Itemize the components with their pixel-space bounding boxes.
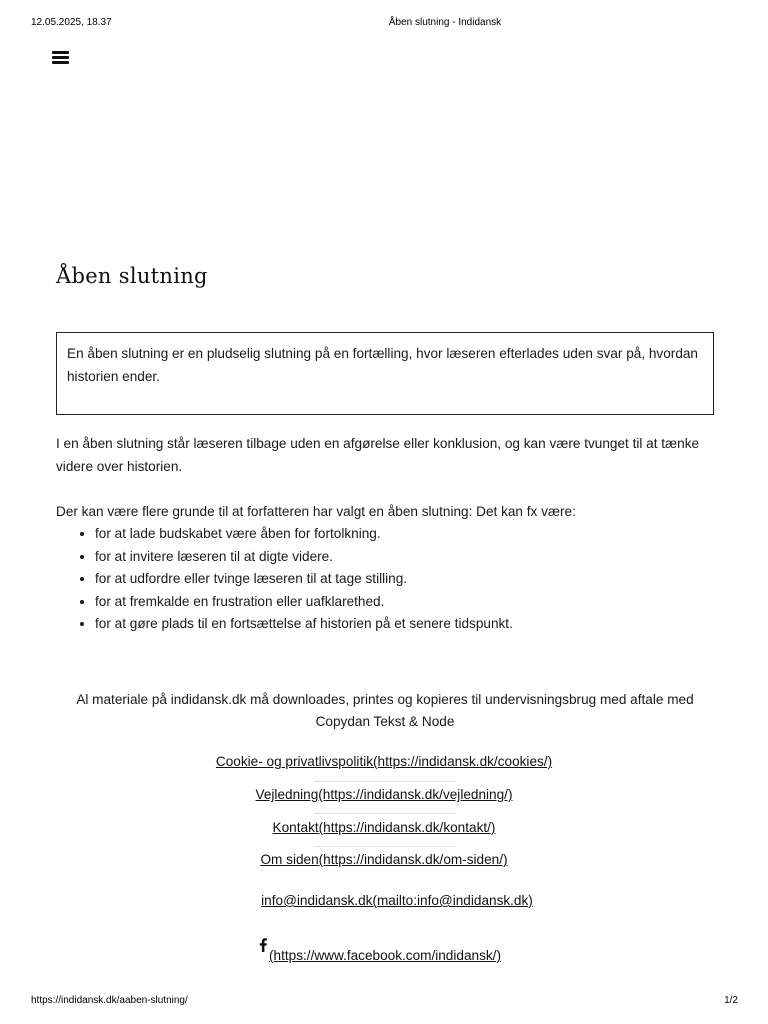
print-url: https://indidansk.dk/aaben-slutning/ — [31, 995, 188, 1006]
list-item: • for at invitere læseren til at digte videre. — [95, 546, 745, 569]
paragraph-reasons-intro: Der kan være flere grunde til at forfatteren har valgt en åben slutning: Det kan fx være: — [56, 504, 576, 519]
cookie-policy-link[interactable]: Cookie- og privatlivspolitik(https://indidansk.dk/cookies/) — [215, 754, 553, 769]
email-link[interactable]: info@indidansk.dk(mailto:info@indidansk.dk) — [261, 893, 533, 908]
facebook-link[interactable]: (https://www.facebook.com/indidansk/) — [269, 948, 501, 963]
list-item: • for at udfordre eller tvinge læseren til at tage stilling. — [95, 568, 745, 591]
list-item: • for at fremkalde en frustration eller uafklarethed. — [95, 591, 745, 614]
about-link[interactable]: Om siden(https://indidansk.dk/om-siden/) — [260, 852, 508, 867]
print-datetime: 12.05.2025, 18.37 — [31, 17, 112, 28]
print-footer — [0, 995, 768, 1009]
reasons-list — [56, 523, 745, 636]
definition-box: En åben slutning er en pludselig slutning på en fortælling, hvor læseren efterlades uden svar på, hvordan historien ender. — [56, 332, 714, 415]
hamburger-menu-icon[interactable] — [51, 50, 71, 66]
guide-link[interactable]: Vejledning(https://indidansk.dk/vejledning/) — [255, 787, 513, 802]
link-divider — [314, 813, 456, 814]
link-divider — [314, 846, 456, 847]
print-header — [0, 17, 768, 31]
page-title: Åben slutning — [56, 264, 208, 288]
list-item: • for at gøre plads til en fortsættelse af historien på et senere tidspunkt. — [95, 613, 745, 636]
print-page-title: Åben slutning - Indidansk — [388, 17, 502, 28]
page-counter: 1/2 — [724, 995, 738, 1006]
list-item: • for at lade budskabet være åben for fortolkning. — [95, 523, 745, 546]
copyright-note: Al materiale på indidansk.dk må downloades, printes og kopieres til undervisningsbrug med aftale med Copydan Tekst & Node — [76, 692, 694, 729]
contact-link[interactable]: Kontakt(https://indidansk.dk/kontakt/) — [272, 820, 496, 835]
paragraph-intro: I en åben slutning står læseren tilbage uden en afgørelse eller konklusion, og kan være tvunget til at tænke videre over historien. — [56, 436, 700, 474]
link-divider — [314, 781, 456, 782]
